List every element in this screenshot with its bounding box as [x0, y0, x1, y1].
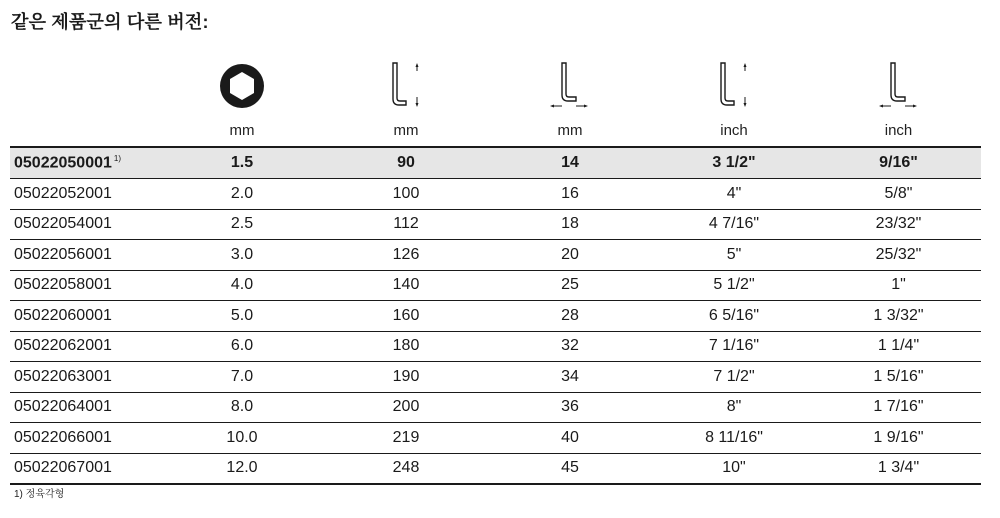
variants-table	[10, 52, 981, 485]
value-cell	[652, 362, 816, 393]
value: 12.0	[226, 459, 258, 477]
value: 10.0	[226, 428, 258, 446]
value: 1 3/32"	[873, 306, 924, 324]
value: 4"	[726, 184, 742, 202]
value: 25/32"	[875, 245, 922, 263]
value-cell	[324, 179, 488, 210]
value: 1.5	[230, 154, 254, 171]
value: 2.5	[230, 215, 254, 233]
article-number-cell	[10, 392, 160, 423]
value: 4 7/16"	[708, 215, 760, 233]
value: 7 1/16"	[708, 337, 760, 355]
hex-key-long-arm-icon	[386, 59, 426, 109]
value: 7 1/2"	[713, 367, 755, 385]
icon-cell-short-arm-inch	[816, 52, 981, 114]
value-cell	[160, 147, 324, 179]
article-number-cell	[10, 423, 160, 454]
article-number: 05022064001	[14, 398, 112, 416]
table-row	[10, 301, 981, 332]
value: 16	[561, 184, 579, 202]
value: 25	[561, 276, 579, 294]
value: 5 1/2"	[713, 276, 755, 294]
value-cell	[324, 147, 488, 179]
value: 160	[392, 306, 420, 324]
article-number: 05022050001	[14, 154, 112, 172]
value-cell	[324, 270, 488, 301]
value-cell	[816, 301, 981, 332]
icon-cell-long-arm	[324, 52, 488, 114]
value: 8 11/16"	[705, 428, 763, 446]
value: 5"	[726, 245, 742, 263]
article-number: 05022056001	[14, 245, 112, 263]
value-cell	[816, 270, 981, 301]
value-cell	[652, 179, 816, 210]
value-cell	[816, 423, 981, 454]
value-cell	[488, 147, 652, 179]
value-cell	[160, 270, 324, 301]
icon-cell-empty	[10, 52, 160, 114]
article-number: 05022066001	[14, 428, 112, 446]
value: 5/8"	[884, 184, 913, 202]
article-number-cell	[10, 209, 160, 240]
value: 1 5/16"	[873, 367, 924, 385]
value: 112	[393, 215, 419, 233]
table-row	[10, 147, 981, 179]
article-number: 05022052001	[14, 184, 112, 202]
value: 3 1/2"	[712, 154, 756, 171]
hex-key-short-arm-icon	[879, 59, 919, 109]
table-row	[10, 331, 981, 362]
value: 8.0	[230, 398, 254, 416]
value: 1"	[891, 276, 906, 294]
article-number: 05022060001	[14, 306, 112, 324]
icon-cell-long-arm-inch	[652, 52, 816, 114]
value: 200	[392, 398, 420, 416]
table-row	[10, 179, 981, 210]
value: 14	[561, 154, 579, 171]
value: 23/32"	[875, 215, 922, 233]
value: 36	[561, 398, 579, 416]
value-cell	[652, 453, 816, 484]
value: 45	[561, 459, 579, 477]
value: 18	[561, 215, 579, 233]
value-cell	[488, 453, 652, 484]
value-cell	[324, 362, 488, 393]
article-number: 05022062001	[14, 337, 112, 355]
value-cell	[652, 270, 816, 301]
table-row	[10, 392, 981, 423]
value: 1 3/4"	[877, 459, 920, 477]
value-cell	[816, 147, 981, 179]
unit-cell: mm	[557, 121, 583, 139]
value-cell	[652, 240, 816, 271]
value: 8"	[726, 398, 742, 416]
unit-cell: inch	[884, 121, 913, 139]
value: 1 1/4"	[877, 337, 920, 355]
footnote-marker: 1)	[113, 153, 122, 163]
value-cell	[160, 453, 324, 484]
article-number: 05022054001	[14, 215, 112, 233]
value-cell	[324, 301, 488, 332]
value: 248	[392, 459, 420, 477]
table-row	[10, 209, 981, 240]
value-cell	[160, 209, 324, 240]
value: 140	[392, 276, 420, 294]
article-number-cell	[10, 362, 160, 393]
unit-cell: inch	[720, 121, 748, 139]
article-number-cell	[10, 453, 160, 484]
value-cell	[488, 301, 652, 332]
value: 7.0	[230, 367, 254, 385]
value: 40	[561, 428, 579, 446]
unit-cell	[10, 114, 160, 147]
value-cell	[488, 331, 652, 362]
table-row	[10, 453, 981, 484]
table-row	[10, 240, 981, 271]
value-cell	[160, 392, 324, 423]
value: 1 7/16"	[873, 398, 924, 416]
value: 20	[561, 245, 579, 263]
value-cell	[160, 423, 324, 454]
section-title: 같은 제품군의 다른 버전:	[11, 12, 209, 32]
unit-cell: mm	[393, 121, 419, 139]
value-cell	[160, 301, 324, 332]
hex-socket-icon	[219, 63, 265, 109]
hex-key-short-arm-icon	[550, 59, 590, 109]
value: 6 5/16"	[708, 306, 760, 324]
table-row	[10, 362, 981, 393]
article-number-cell	[10, 240, 160, 271]
value-cell	[488, 270, 652, 301]
value: 5.0	[230, 306, 254, 324]
value: 180	[392, 337, 420, 355]
value: 90	[397, 154, 415, 171]
value-cell	[488, 209, 652, 240]
value-cell	[160, 362, 324, 393]
value-cell	[652, 392, 816, 423]
table-row	[10, 423, 981, 454]
article-number: 05022067001	[14, 459, 112, 477]
icon-row	[10, 52, 981, 114]
table-body	[10, 147, 981, 484]
value-cell	[160, 179, 324, 210]
value: 1 9/16"	[873, 428, 924, 446]
article-number: 05022058001	[14, 276, 112, 294]
icon-cell-hex	[160, 52, 324, 114]
value-cell	[652, 301, 816, 332]
value-cell	[816, 240, 981, 271]
value-cell	[652, 147, 816, 179]
value-cell	[816, 453, 981, 484]
value: 9/16"	[879, 154, 918, 171]
hex-key-long-arm-icon	[714, 59, 754, 109]
value: 10"	[722, 459, 746, 477]
value: 32	[561, 337, 579, 355]
value-cell	[816, 179, 981, 210]
table-row	[10, 270, 981, 301]
article-number-cell	[10, 147, 160, 179]
value-cell	[488, 392, 652, 423]
footnote: 1) 정육각형	[14, 489, 65, 500]
value: 4.0	[230, 276, 254, 294]
value-cell	[324, 331, 488, 362]
article-number-cell	[10, 331, 160, 362]
value: 28	[561, 306, 579, 324]
value: 6.0	[230, 337, 254, 355]
value: 126	[392, 245, 420, 263]
value-cell	[324, 240, 488, 271]
value-cell	[816, 362, 981, 393]
units-row	[10, 114, 981, 147]
article-number-cell	[10, 270, 160, 301]
value-cell	[324, 209, 488, 240]
value-cell	[160, 240, 324, 271]
value-cell	[652, 423, 816, 454]
unit-cell: mm	[229, 121, 255, 139]
value: 3.0	[230, 245, 254, 263]
value-cell	[488, 423, 652, 454]
value-cell	[160, 331, 324, 362]
value: 219	[392, 428, 420, 446]
value-cell	[816, 392, 981, 423]
icon-cell-short-arm	[488, 52, 652, 114]
value-cell	[816, 331, 981, 362]
value-cell	[488, 362, 652, 393]
article-number-cell	[10, 301, 160, 332]
value-cell	[488, 240, 652, 271]
article-number: 05022063001	[14, 367, 112, 385]
value: 100	[392, 184, 420, 202]
value-cell	[816, 209, 981, 240]
value-cell	[324, 453, 488, 484]
value-cell	[652, 331, 816, 362]
value-cell	[652, 209, 816, 240]
value: 34	[561, 367, 579, 385]
article-number-cell	[10, 179, 160, 210]
value: 190	[392, 367, 420, 385]
value: 2.0	[230, 184, 254, 202]
value-cell	[488, 179, 652, 210]
value-cell	[324, 423, 488, 454]
value-cell	[324, 392, 488, 423]
